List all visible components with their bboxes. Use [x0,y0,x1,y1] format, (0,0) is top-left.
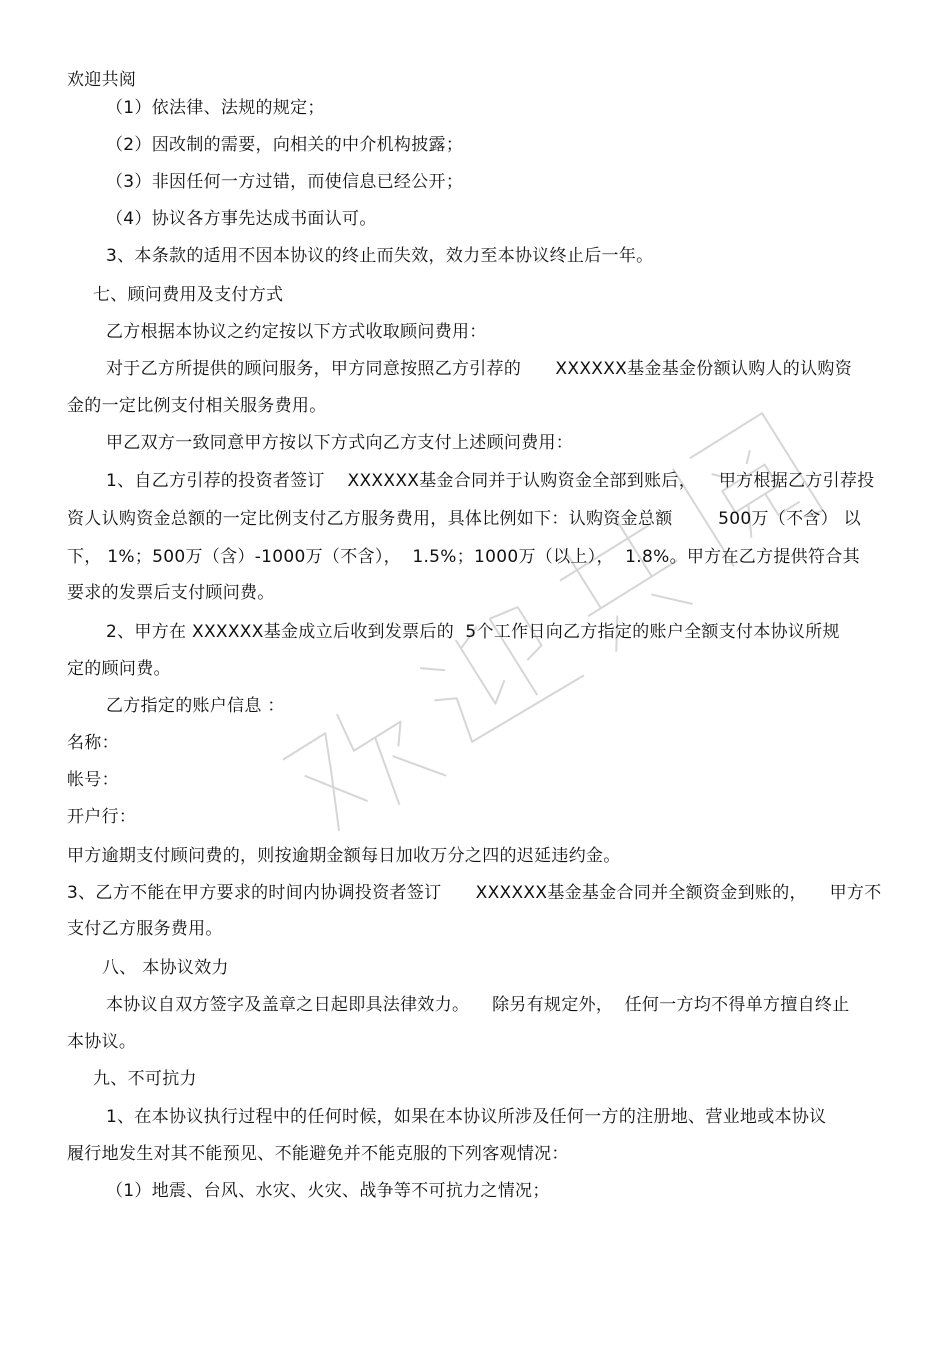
payment-term-3-line-2: 支付乙方服务费用。 [67,919,223,939]
effect-paragraph-line-1: 本协议自双方签字及盖章之日起即具法律效力。 除另有规定外， 任何一方均不得单方擅自终止 [106,995,850,1015]
payment-term-1-line-3: 下， 1%；500万（含）-1000万（不含）， 1.5%；1000万（以上）， 1.8%。甲方在乙方提供符合其 [67,547,860,567]
payment-term-1-line-1: 1、自乙方引荐的投资者签订 XXXXXX基金合同并于认购资金全部到账后， 甲方根据乙方引荐投 [106,471,875,491]
payment-term-1-line-2: 资人认购资金总额的一定比例支付乙方服务费用，具体比例如下：认购资金总额 500万（不含） 以 [67,509,861,529]
account-number-label: 帐号： [67,770,119,790]
paragraph-fee-intro: 乙方根据本协议之约定按以下方式收取顾问费用： [106,322,487,342]
section-9-heading: 九、不可抗力 [93,1069,197,1089]
force-majeure-line-1: 1、在本协议执行过程中的任何时候，如果在本协议所涉及任何一方的注册地、营业地或本协议 [106,1107,827,1127]
account-bank-label: 开户行： [67,807,137,827]
force-majeure-item-1: （1）地震、台风、水灾、火灾、战争等不可抗力之情况； [106,1181,550,1201]
clause-3-survival: 3、本条款的适用不因本协议的终止而失效，效力至本协议终止后一年。 [106,246,654,266]
section-7-heading: 七、顾问费用及支付方式 [93,285,284,305]
payment-term-2-line-1: 2、甲方在 XXXXXX基金成立后收到发票后的 5个工作日向乙方指定的账户全额支付本协议所规 [106,622,840,642]
force-majeure-line-2: 履行地发生对其不能预见、不能避免并不能克服的下列客观情况： [67,1144,569,1164]
payment-term-2-line-2: 定的顾问费。 [67,659,171,679]
payment-term-1-line-4: 要求的发票后支付顾问费。 [67,583,275,603]
page-header: 欢迎共阅 [67,70,137,90]
account-name-label: 名称： [67,733,119,753]
clause-item-4: （4）协议各方事先达成书面认可。 [106,209,377,229]
clause-item-3: （3）非因任何一方过错，而使信息已经公开； [106,172,464,192]
clause-item-2: （2）因改制的需要，向相关的中介机构披露； [106,135,464,155]
late-payment-clause: 甲方逾期支付顾问费的，则按逾期金额每日加收万分之四的迟延违约金。 [67,846,621,866]
paragraph-payment-intro: 甲乙双方一致同意甲方按以下方式向乙方支付上述顾问费用： [106,433,574,453]
paragraph-service-line-1: 对于乙方所提供的顾问服务，甲方同意按照乙方引荐的 XXXXXX基金基金份额认购人的认购资 [106,359,852,379]
section-8-heading: 八、 本协议效力 [102,958,229,978]
effect-paragraph-line-2: 本协议。 [67,1032,137,1052]
clause-item-1: （1）依法律、法规的规定； [106,98,325,118]
account-info-heading: 乙方指定的账户信息 ： [106,696,285,716]
paragraph-service-line-2: 金的一定比例支付相关服务费用。 [67,396,327,416]
payment-term-3-line-1: 3、乙方不能在甲方要求的时间内协调投资者签订 XXXXXX基金基金合同并全额资金到账的， 甲方不 [67,883,882,903]
